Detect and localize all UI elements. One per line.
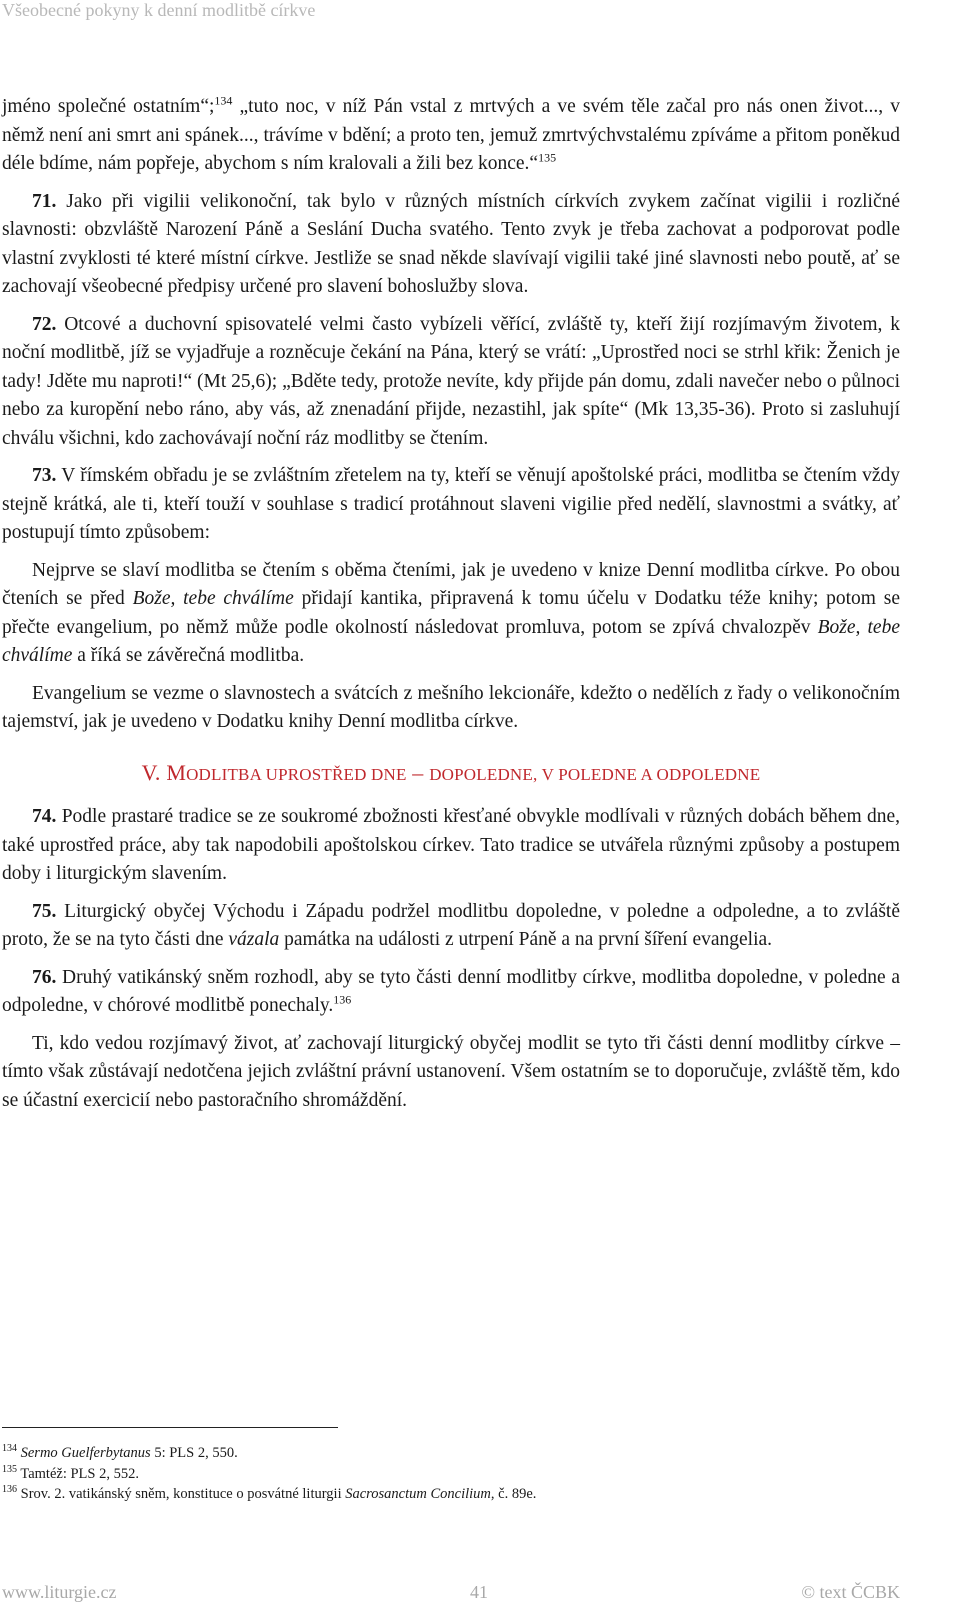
- footnote-ref-134[interactable]: 134: [214, 93, 233, 108]
- paragraph-number: 72.: [32, 313, 57, 335]
- paragraph-73-third: Evangelium se vezme o slavnostech a svátcích z mešního lekcionáře, kdežto o nedělích z řady o velikonočním tajemství, jak je uvedeno v Dodatku knihy Denní modlitba církve.: [2, 682, 900, 732]
- paragraph-73-second: Nejprve se slaví modlitba se čtením s oběma čteními, jak je uvedeno v knize Denní modlitba církve. Po obou čteních se před Bože, tebe chválíme přidají kantika, připravená k tomu účelu v Dodatku téže knihy; potom se přečte evangelium, po němž může podle okolností následovat promluva, potom se zpívá chvalozpěv Bože, tebe chválíme a říká se závěrečná modlitba.: [2, 559, 901, 666]
- paragraph-number: 73.: [32, 465, 57, 486]
- footnote-135: $^{135}$ Tamtéž: PLS 2, 552.: [2, 1463, 139, 1482]
- paragraph-73: 73. V římském obřadu je se zvláštním zřetelem na ty, kteří se věnují apoštolské práci, modlitba se čtením vždy stejně krátká, ale ti, kteří touží v souhlase s tradicí protáhnout slaveni vigilie před nedělí, slavnostmi a svátky, ať postupují tímto způsobem:: [2, 465, 900, 543]
- page-footer: [0, 1582, 960, 1610]
- footnote-ref-135[interactable]: 135: [538, 150, 557, 165]
- paragraph-76: 76. Druhý vatikánský sněm rozhodl, aby se tyto části denní modlitby církve, modlitba dopoledne, v poledne a odpoledne, v chórové modlitbě ponechaly.$^{136}$: [2, 966, 900, 1016]
- paragraph-continuation: jméno společné ostatním“;$^{134}$ „tuto noc, v níž Pán vstal z mrtvých a ve svém těle začal pro nás onen život..., v němž není ani smrt ani spánek..., trávíme v bdění; a proto ten, jemuž zmrtvýchvstalému zpíváme a přitom poněkud déle bdíme, nám popřeje, abychom s ním kralovali a žili bez konce.“$^{135}$: [2, 93, 900, 174]
- footnote-136: $^{136}$ Srov. 2. vatikánský sněm, konstituce o posvátné liturgii Sacrosanctum Concilium, č. 89e.: [2, 1484, 537, 1502]
- page-number: 41: [470, 1582, 488, 1602]
- paragraph-number: 76.: [32, 966, 57, 988]
- footnotes: [2, 1443, 902, 1505]
- footnote-134: $^{134}$ Sermo Guelferbytanus 5: PLS 2, 550.: [2, 1443, 238, 1461]
- copyright: © text ČCBK: [801, 1582, 900, 1602]
- paragraph-75: 75. Liturgický obyčej Východu i Západu podržel modlitbu dopoledne, v poledne a odpoledne, a to zvláště proto, že se na tyto části dne vázala památka na události z utrpení Páně a na první šíření evangelia.: [2, 900, 900, 950]
- paragraph-number: 74.: [32, 806, 57, 827]
- footnote-separator: [2, 1427, 338, 1428]
- section-heading: V. MODLITBA UPROSTŘED DNE – DOPOLEDNE, V POLEDNE A ODPOLEDNE: [141, 759, 761, 785]
- paragraph-number: 75.: [32, 900, 57, 922]
- paragraph-71: 71. Jako při vigilii velikonoční, tak bylo v různých místních církvích zvykem začínat vigilii i rozličné slavnosti: obzvláště Narození Páně a Seslání Ducha svatého. Tento zvyk je třeba zachovat a podporovat podle vlastní zvyklosti té které místní církve. Jestliže se snad někde slavívají vigilii také jiné slavnosti nebo poutě, ať se zachovají všeobecné předpisy určené pro slavení bohoslužby slova.: [2, 190, 900, 297]
- paragraph-74: 74. Podle prastaré tradice se ze soukromé zbožnosti křesťané obvykle modlívali v různých dobách během dne, také uprostřed práce, aby tak napodobili apoštolskou církev. Tato tradice se utvářela různými způsoby a postupem doby i liturgickým slavením.: [2, 806, 900, 884]
- running-header: [0, 0, 960, 28]
- header-title: Všeobecné pokyny k denní modlitbě církve: [2, 0, 316, 20]
- footnote-ref-136[interactable]: 136: [333, 992, 352, 1007]
- paragraph-72: 72. Otcové a duchovní spisovatelé velmi často vybízeli věřící, zvláště ty, kteří žijí rozjímavým životem, k noční modlitbě, jíž se vyjadřuje a rozněcuje čekání na Pána, který se vrátí: „Uprostřed noci se strhl křik: Ženich je tady! Jděte mu naproti!“ (Mt 25,6); „Bděte tedy, protože nevíte, kdy přijde pán domu, zdali navečer nebo o půlnoci nebo za kuropění nebo ráno, aby vás, až znenadání přijde, nezastihl, jak spíte“ (Mk 13,35-36). Proto si zasluhují chválu všichni, kdo zachovávají noční ráz modlitby se čtením.: [2, 313, 900, 449]
- page-body: [2, 93, 900, 1115]
- website-link[interactable]: www.liturgie.cz: [2, 1582, 117, 1602]
- paragraph-number: 71.: [32, 190, 57, 212]
- paragraph-76-second: Ti, kdo vedou rozjímavý život, ať zachovají liturgický obyčej modlit se tyto tři části denní modlitby církve – tímto však zůstávají nedotčena jejich zvláštní právní ustanovení. Všem ostatním se to doporučuje, zvláště těm, kdo se účastní exercicií nebo pastoračního shromáždění.: [2, 1032, 900, 1111]
